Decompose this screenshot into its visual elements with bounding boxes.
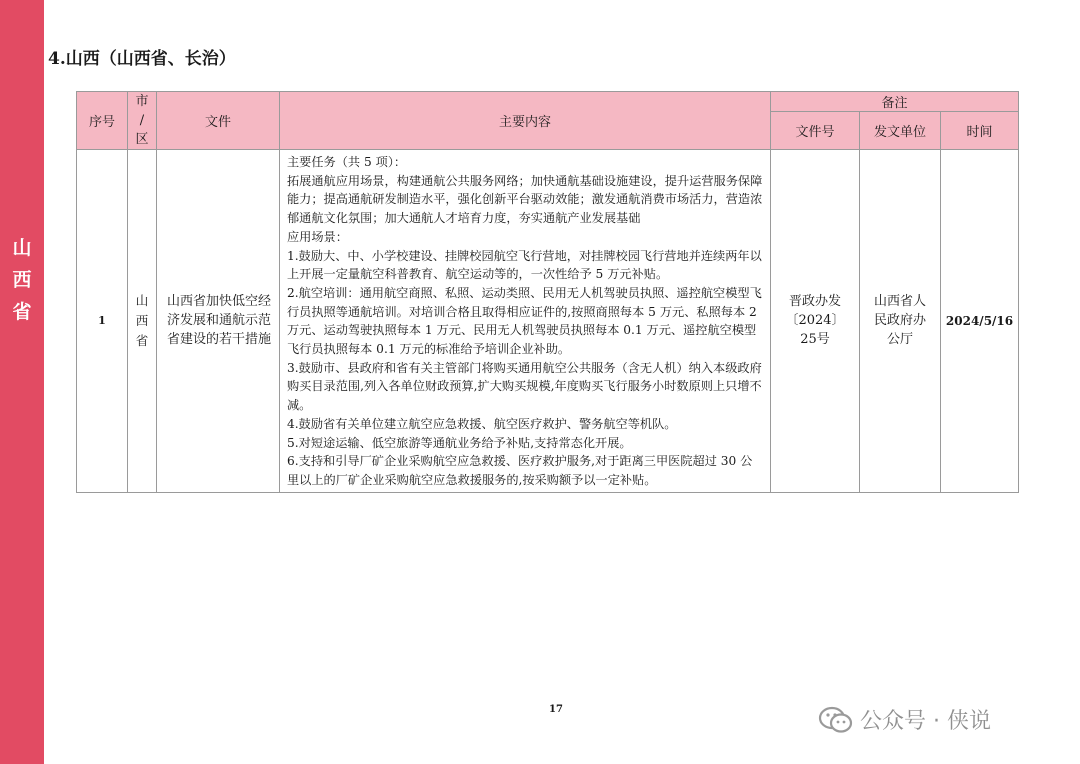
header-city-char: / xyxy=(139,113,145,128)
header-content: 主要内容 xyxy=(280,92,771,150)
header-city xyxy=(128,92,157,150)
side-band xyxy=(0,0,44,764)
content-paragraph: 拓展通航应用场景，构建通航公共服务网络；加快通航基础设施建设，提升运营服务保障能力；提高通航研发制造水平，强化创新平台驱动效能；激发通航消费市场活力，营造浓郁通航文化氛围；加大通航人才培育力度，夯实通航产业发展基础 xyxy=(287,173,763,226)
content-paragraph: 2.航空培训：通用航空商照、私照、运动类照、民用无人机驾驶员执照、遥控航空模型飞行员执照等通航培训。对培训合格且取得相应证件的,按照商照每本 5 万元、私照每本 2 万元、运动驾驶执照每本 1 万元、民用无人机驾驶员执照每本 0.1 万元、遥控航空模型飞行员执照每本 0.1 万元的标准给予培训企业补助。 xyxy=(287,285,762,357)
header-seq: 序号 xyxy=(77,92,128,150)
row-city xyxy=(128,150,157,493)
side-province-label xyxy=(0,232,44,328)
header-issuer: 发文单位 xyxy=(860,112,941,150)
row-date: 2024/5/16 xyxy=(941,150,1019,493)
row-doc-no: 晋政办发〔2024〕25号 xyxy=(771,150,860,493)
side-label-char: 西 xyxy=(12,269,32,291)
watermark xyxy=(818,704,991,735)
row-issuer: 山西省人民政府办公厅 xyxy=(860,150,941,493)
watermark-text: 公众号 · 侠说 xyxy=(860,709,991,734)
content-paragraph: 6.支持和引导厂矿企业采购航空应急救援、医疗救护服务,对于距离三甲医院超过 30 公里以上的厂矿企业采购航空应急救援服务的,按采购额予以一定补贴。 xyxy=(287,454,753,487)
row-content xyxy=(280,150,771,493)
header-doc-no: 文件号 xyxy=(771,112,860,150)
side-label-char: 山 xyxy=(12,237,32,259)
content-paragraph: 4.鼓励省有关单位建立航空应急救援、航空医疗救护、警务航空等机队。 xyxy=(287,416,677,431)
header-file: 文件 xyxy=(157,92,280,150)
row-file-name: 山西省加快低空经济发展和通航示范省建设的若干措施 xyxy=(157,150,280,493)
row-city-char: 省 xyxy=(135,332,149,348)
header-city-char: 市 xyxy=(135,94,149,109)
content-paragraph: 1.鼓励大、中、小学校建设、挂牌校园航空飞行营地，对挂牌校园飞行营地并连续两年以上开展一定量航空科普教育、航空运动等的，一次性给予 5 万元补贴。 xyxy=(287,248,762,282)
side-label-char: 省 xyxy=(12,301,32,323)
row-city-char: 山 xyxy=(135,292,149,308)
page-number: 17 xyxy=(549,704,563,715)
section-title: 4.山西（山西省、长治） xyxy=(48,49,236,69)
wechat-icon xyxy=(818,706,854,734)
row-city-char: 西 xyxy=(135,312,149,328)
content-paragraph: 5.对短途运输、低空旅游等通航业务给予补贴,支持常态化开展。 xyxy=(287,435,632,450)
content-paragraph: 3.鼓励市、县政府和省有关主管部门将购买通用航空公共服务（含无人机）纳入本级政府购买目录范围,列入各单位财政预算,扩大购买规模,年度购买飞行服务小时数原则上只增不减。 xyxy=(287,360,762,413)
header-date: 时间 xyxy=(941,112,1019,150)
row-seq: 1 xyxy=(77,150,128,493)
header-remarks: 备注 xyxy=(771,92,1019,112)
content-paragraph: 主要任务（共 5 项）： xyxy=(287,155,407,169)
table-row xyxy=(77,150,1019,493)
policy-table xyxy=(76,91,1019,493)
content-paragraph: 应用场景： xyxy=(287,229,348,244)
header-city-char: 区 xyxy=(135,132,149,147)
